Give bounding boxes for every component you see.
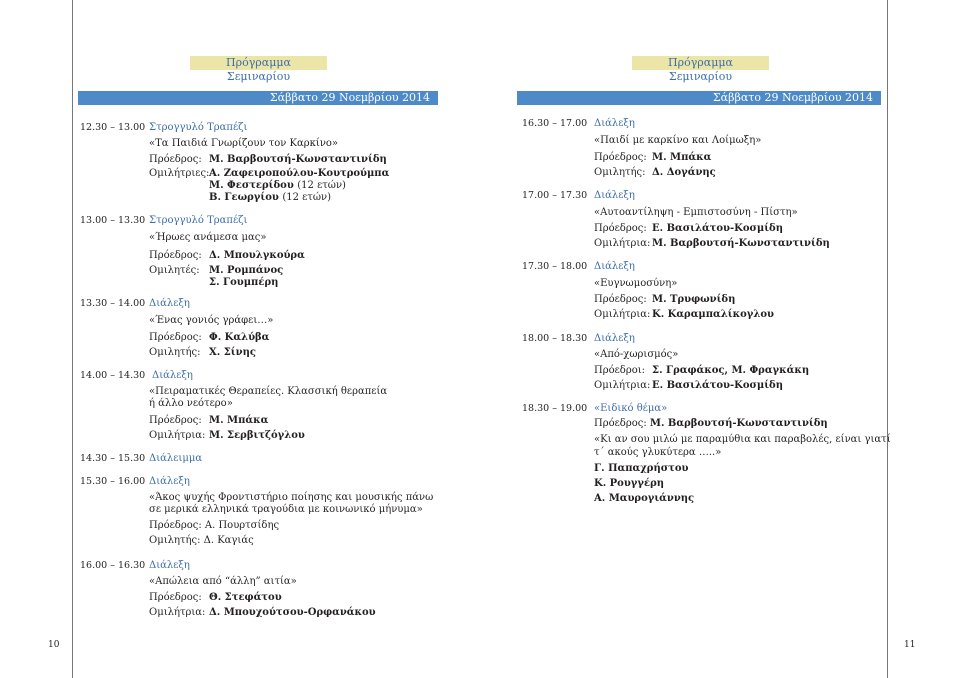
session-kind: «Ειδικό θέμα» [594, 403, 668, 414]
speaker-name: Χ. Σίνης [209, 347, 256, 358]
speakers-label: Ομιλήτρια: [149, 607, 206, 618]
speakers-label: Ομιλήτρια: [149, 430, 206, 441]
speakers-label: Ομιλητής: [594, 167, 646, 178]
program-title-left: Πρόγραμμα Σεμιναρίου [190, 56, 327, 70]
session-time: 17.00 – 17.30 [522, 190, 588, 201]
page-number-left: 10 [48, 640, 60, 650]
speaker-name: Δ. Μπουχούτσου-Ορφανάκου [209, 607, 376, 618]
session-time: 13.00 – 13.30 [80, 215, 146, 226]
session-topic: «Ευγνωμοσύνη» [594, 278, 678, 289]
program-title-right: Πρόγραμμα Σεμιναρίου [632, 56, 769, 70]
speakers-label: Ομιλήτριες: [149, 168, 210, 179]
session-kind: Στρογγυλό Τραπέζι [149, 215, 248, 226]
chair-name: Θ. Στεφάτου [209, 592, 282, 603]
chair-label: Πρόεδρος: [149, 154, 202, 165]
chair-name: Μ. Βαρβουτσή-Κωνσταντινίδη [209, 154, 387, 165]
chair-name: Μ. Βαρβουτσή-Κωνσταντινίδη [649, 418, 828, 429]
session-kind: Διάλεξη [594, 118, 635, 129]
speakers-label: Ομιλήτρια: [594, 238, 651, 249]
chair-name: Ε. Βασιλάτου-Κοσμίδη [652, 223, 783, 234]
session-topic: «Τα Παιδιά Γνωρίζουν τον Καρκίνο» [149, 138, 339, 149]
session-topic: «Ήρωες ανάμεσα μας» [149, 232, 267, 243]
chair-line [594, 418, 828, 429]
session-time: 18.30 – 19.00 [522, 403, 588, 414]
session-topic: «Από-χωρισμός» [594, 349, 679, 360]
session-topic: τ΄ ακούς γλυκύτερα …..» [594, 447, 722, 458]
speaker-name-text: Μ. Φεστερίδου [209, 180, 294, 191]
speakers-label: Ομιλητές: [149, 265, 200, 276]
chair-name: Φ. Καλύβα [209, 332, 270, 343]
session-time: 12.30 – 13.00 [80, 122, 146, 133]
session-topic: «Κι αν σου μιλώ με παραμύθια και παραβολές, είναι γιατί [594, 434, 891, 445]
chair-name: Μ. Μπάκα [652, 152, 712, 163]
session-kind: Διάλεξη [152, 370, 193, 381]
chair-name: Μ. Μπάκα [209, 415, 269, 426]
chair-label: Πρόεδρος: [149, 332, 202, 343]
speaker-name [209, 192, 331, 203]
chair-label: Πρόεδρος: [149, 415, 202, 426]
speaker-name: Μ. Ρομπάνος [209, 265, 284, 276]
right-margin-line [887, 0, 888, 678]
chair-name: Μ. Τρυφωνίδη [652, 294, 736, 305]
chair-label: Πρόεδρος: [149, 592, 202, 603]
session-time: 16.00 – 16.30 [80, 560, 146, 571]
session-topic: «Άκος ψυχής Φροντιστήριο ποίησης και μουσικής πάνω [149, 492, 434, 503]
speaker-name: Κ. Καραμπαλίκογλου [652, 309, 774, 320]
chair-label: Πρόεδρος: [594, 418, 647, 429]
speaker-name: Μ. Σερβιτζόγλου [209, 430, 305, 441]
session-topic: «Παιδί με καρκίνο και Λοίμωξη» [594, 135, 762, 146]
chair-label: Πρόεδροι: [594, 365, 646, 376]
session-kind: Διάλεξη [149, 298, 190, 309]
date-bar-right: Σάββατο 29 Νοεμβρίου 2014 [517, 91, 881, 105]
session-kind: Διάλεξη [594, 333, 635, 344]
session-time: 17.30 – 18.00 [522, 261, 588, 272]
speaker-name: Α. Μαυρογιάννης [594, 493, 695, 504]
session-topic: σε μερικά ελληνικά τραγούδια με κοινωνικό μήνυμα» [149, 504, 423, 515]
session-time: 14.30 – 15.30 [80, 453, 146, 464]
session-topic: «Απώλεια από “άλλη” αιτία» [149, 576, 297, 587]
speaker-name: Μ. Βαρβουτσή-Κωνσταντινίδη [652, 238, 830, 249]
session-topic: «Αυτοαντίληψη - Εμπιστοσύνη - Πίστη» [594, 207, 798, 218]
speaker-age: (12 ετών) [282, 192, 331, 203]
speaker-name: Σ. Γουμπέρη [209, 277, 279, 288]
session-topic: «Ένας γονιός γράφει…» [149, 315, 274, 326]
session-time: 15.30 – 16.00 [80, 476, 146, 487]
speakers-label: Ομιλήτρια: [594, 309, 651, 320]
date-bar-left: Σάββατο 29 Νοεμβρίου 2014 [78, 91, 438, 105]
speaker-age: (12 ετών) [297, 180, 346, 191]
chair-name: Δ. Μπουλγκούρα [209, 250, 305, 261]
session-time: 18.00 – 18.30 [522, 333, 588, 344]
session-topic: «Πειραματικές Θεραπείες. Κλασσική θεραπεία [149, 386, 388, 397]
speaker-line: Ομιλητής: Δ. Καγιάς [149, 535, 254, 546]
session-topic: ή άλλο νεότερο» [149, 398, 233, 409]
speaker-name: Α. Ζαφειροπούλου-Κουτρούμπα [209, 168, 390, 179]
speakers-label: Ομιλήτρια: [594, 380, 651, 391]
chair-label: Πρόεδρος: [594, 152, 647, 163]
session-kind: Διάλειμμα [149, 453, 203, 464]
left-margin-line [72, 0, 73, 678]
page-number-right: 11 [904, 640, 916, 650]
chair-label: Πρόεδρος: [149, 250, 202, 261]
session-time: 14.00 – 14.30 [80, 370, 146, 381]
session-kind: Στρογγυλό Τραπέζι [149, 122, 248, 133]
session-kind: Διάλεξη [594, 261, 635, 272]
session-kind: Διάλεξη [594, 190, 635, 201]
speaker-name: Δ. Δογάνης [652, 167, 716, 178]
speaker-name: Κ. Ρουγγέρη [594, 478, 664, 489]
chair-label: Πρόεδρος: [594, 294, 647, 305]
chair-label: Πρόεδρος: [594, 223, 647, 234]
speakers-label: Ομιλητής: [149, 347, 201, 358]
chair-line: Πρόεδρος: Α. Πουρτσίδης [149, 520, 280, 531]
session-kind: Διάλεξη [149, 560, 190, 571]
speaker-name [209, 180, 346, 191]
speaker-name: Ε. Βασιλάτου-Κοσμίδη [652, 380, 783, 391]
session-time: 13.30 – 14.00 [80, 298, 146, 309]
session-time: 16.30 – 17.00 [522, 118, 588, 129]
chair-name: Σ. Γραφάκος, Μ. Φραγκάκη [652, 365, 810, 376]
session-kind: Διάλεξη [149, 476, 190, 487]
speaker-name-text: Β. Γεωργίου [209, 192, 279, 203]
speaker-name: Γ. Παπαχρήστου [594, 463, 689, 474]
